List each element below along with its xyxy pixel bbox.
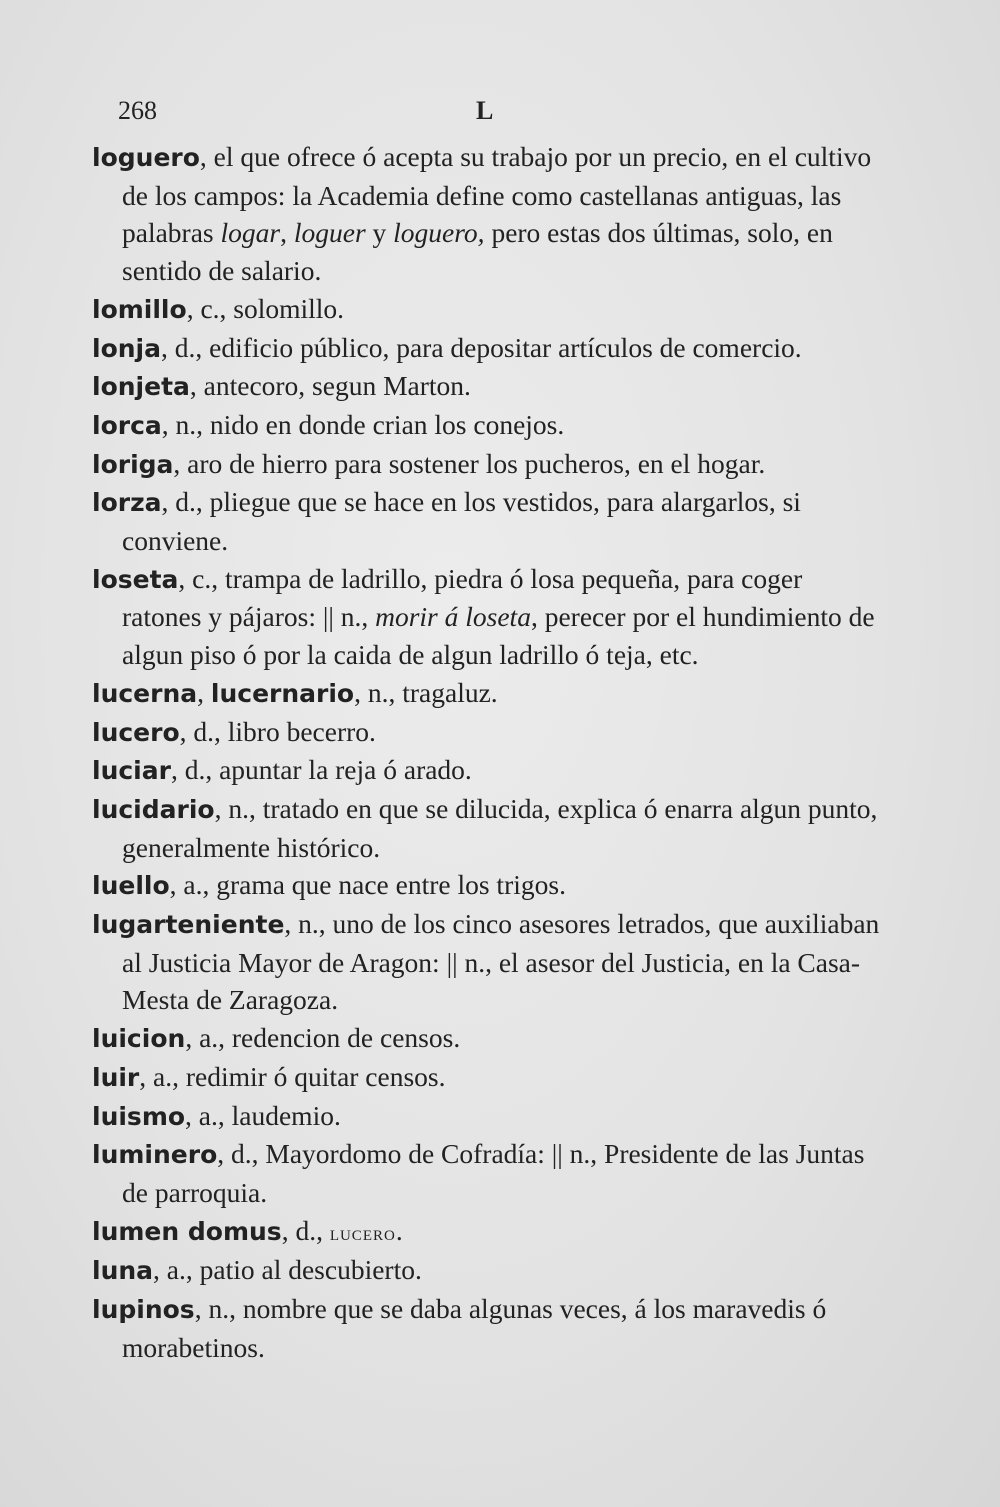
entry-lucero	[92, 713, 882, 752]
headword: lorca	[92, 410, 162, 440]
headword: luir	[92, 1062, 140, 1092]
page-header	[118, 96, 878, 130]
definition: , a., redencion de censos.	[185, 1022, 461, 1054]
definition: pero estas dos últimas, solo, en sentido de salario.	[122, 217, 833, 287]
headword: luicion	[92, 1024, 186, 1054]
definition: , d., Mayordomo de Cofradía: || n., Presidente de las Juntas de parroquia.	[122, 1138, 865, 1208]
headword: lomillo	[92, 294, 187, 324]
entry-loseta	[92, 560, 882, 674]
definition: , n., nido en donde crian los conejos.	[161, 408, 565, 440]
definition: , n., uno de los cinco asesores letrados, que auxiliaban al Justicia Mayor de Aragon: || n., el asesor del Justicia, en la Casa-Mesta de Zaragoza.	[122, 908, 880, 1016]
entry-lupinos	[92, 1290, 882, 1366]
headword: luismo	[92, 1101, 186, 1131]
definition: ,	[280, 217, 294, 249]
entry-lomillo	[92, 290, 882, 329]
definition: , n., nombre que se daba algunas veces, á los maravedis ó morabetinos.	[122, 1293, 827, 1363]
definition: , a., redimir ó quitar censos.	[139, 1060, 446, 1092]
entry-luciar	[92, 751, 882, 790]
definition: y	[365, 217, 394, 249]
entry-lorza	[92, 483, 882, 559]
entry-luir	[92, 1058, 882, 1097]
definition: , perecer por el hundimiento de algun piso ó por la caida de algun ladrillo ó teja, etc.	[122, 601, 875, 671]
definition: , antecoro, segun Marton.	[189, 370, 471, 402]
definition: , d.,	[281, 1214, 330, 1246]
definition: , d., edificio público, para depositar artículos de comercio.	[160, 331, 802, 363]
entry-loguero	[92, 138, 882, 290]
entry-lucerna	[92, 674, 882, 713]
entry-lonja	[92, 329, 882, 368]
entry-luismo	[92, 1097, 882, 1136]
headword: lorza	[92, 488, 162, 518]
definition: , c., solomillo.	[186, 292, 345, 324]
definition: , a., patio al descubierto.	[153, 1254, 422, 1286]
separator: ,	[197, 676, 211, 708]
headword: lucero	[92, 717, 180, 747]
definition: , c., trampa de ladrillo, piedra ó losa pequeña, para coger ratones y pájaros: || n.,	[122, 562, 803, 633]
entry-lucidario	[92, 790, 882, 866]
headword: lucernario	[210, 678, 355, 708]
definition: , d., apuntar la reja ó arado.	[170, 754, 472, 786]
headword: loguero	[92, 143, 200, 172]
headword: luello	[92, 871, 170, 901]
definition: , n., tratado en que se dilucida, explica ó enarra algun punto, generalmente histórico.	[122, 792, 878, 863]
definition: , a., laudemio.	[185, 1099, 341, 1131]
italic-term: morir á loseta	[375, 601, 531, 633]
section-letter: L	[476, 96, 494, 125]
headword: lonja	[92, 333, 161, 363]
definition: , n., tragaluz.	[354, 676, 498, 708]
entry-luicion	[92, 1019, 882, 1058]
headword: loriga	[92, 449, 174, 479]
headword: lucerna	[92, 678, 198, 708]
definition: , el que ofrece ó acepta su trabajo por un precio, en el cultivo de los campos: la Academia define como castellanas antiguas, las palabras	[122, 141, 872, 249]
italic-term: logar	[220, 217, 281, 249]
definition: , d., libro becerro.	[179, 715, 376, 747]
headword: lucidario	[92, 794, 215, 824]
headword: lupinos	[92, 1295, 195, 1325]
entry-lumen-domus	[92, 1212, 882, 1252]
headword: lonjeta	[92, 372, 190, 402]
headword: loseta	[92, 564, 179, 594]
entry-luna	[92, 1251, 882, 1290]
entry-luminero	[92, 1135, 882, 1211]
entry-luello	[92, 866, 882, 905]
definition: , a., grama que nace entre los trigos.	[169, 869, 566, 901]
headword: luminero	[92, 1140, 218, 1170]
headword: lugarteniente	[92, 910, 285, 940]
cross-reference: lucero	[329, 1219, 396, 1245]
headword: luciar	[92, 756, 171, 786]
entry-lonjeta	[92, 367, 882, 406]
entry-lugarteniente	[92, 905, 882, 1019]
entry-lorca	[92, 406, 882, 445]
italic-term: loguer	[293, 217, 366, 249]
definition: , d., pliegue que se hace en los vestidos, para alargarlos, si conviene.	[122, 486, 801, 557]
headword: luna	[92, 1256, 154, 1286]
entry-loriga	[92, 445, 882, 484]
headword: lumen domus	[92, 1216, 282, 1246]
italic-term: loguero,	[393, 217, 485, 249]
definition: .	[395, 1214, 403, 1246]
page-number: 268	[118, 96, 157, 125]
entry-list	[92, 138, 882, 1367]
definition: , aro de hierro para sostener los pucheros, en el hogar.	[173, 447, 766, 479]
